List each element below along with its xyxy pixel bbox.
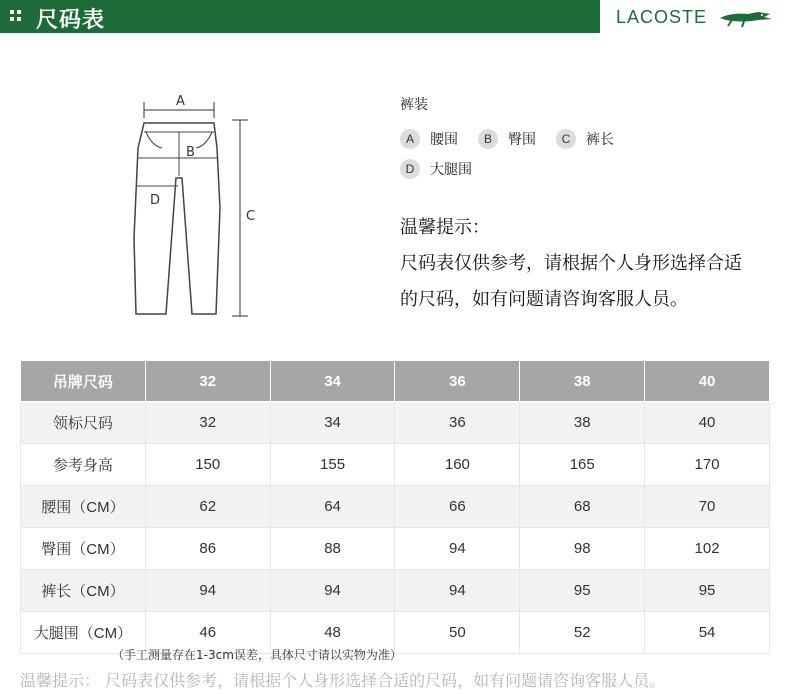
table-cell: 32 [145,402,270,444]
table-cell: 170 [645,444,770,486]
legend-label: 腰围 [430,132,458,148]
bottom-tip: 温馨提示： 尺码表仅供参考，请根据个人身形选择合适的尺码，如有问题请咨询客服人员。 [20,671,666,690]
header-bar [0,0,790,33]
table-cell: 38 [520,402,645,444]
table-cell: 34 [270,402,395,444]
brand-logo [600,0,790,33]
table-cell: 48 [270,612,395,654]
table-cell: 86 [145,528,270,570]
table-header-cell: 32 [145,361,270,402]
table-row [21,486,770,528]
legend-label: 臀围 [508,132,536,148]
tips-line: 尺码表仅供参考，请根据个人身形选择合适 [400,253,742,274]
table-cell: 150 [145,444,270,486]
table-header-cell: 34 [270,361,395,402]
legend-letter: A [400,129,420,149]
table-cell: 98 [520,528,645,570]
label-d: D [150,193,161,208]
table-header-cell: 40 [645,361,770,402]
legend-letter: C [556,129,576,149]
table-cell: 70 [645,486,770,528]
table-cell: 68 [520,486,645,528]
measurement-note: （手工测量存在1-3cm误差，具体尺寸请以实物为准） [112,648,402,662]
table-cell: 155 [270,444,395,486]
legend-label: 裤长 [586,132,614,148]
legend-item-waist [400,129,458,149]
table-cell: 腰围（CM） [21,486,146,528]
table-cell: 95 [645,570,770,612]
legend-row [400,154,634,184]
table-cell: 裤长（CM） [21,570,146,612]
table-cell: 62 [145,486,270,528]
table-cell: 54 [645,612,770,654]
table-cell: 94 [270,570,395,612]
crocodile-icon [718,6,774,28]
table-cell: 94 [395,570,520,612]
legend-item-thigh [400,159,472,179]
page-title: 尺码表 [36,8,106,33]
table-row [21,402,770,444]
table-row [21,444,770,486]
legend-title: 裤装 [400,97,428,113]
table-cell: 88 [270,528,395,570]
table-cell: 165 [520,444,645,486]
table-cell: 160 [395,444,520,486]
table-cell: 102 [645,528,770,570]
tips-line: 的尺码，如有问题请咨询客服人员。 [400,289,688,310]
table-cell: 36 [395,402,520,444]
table-header-cell: 吊牌尺码 [21,361,146,402]
table-cell: 臀围（CM） [21,528,146,570]
table-cell: 46 [145,612,270,654]
table-cell: 64 [270,486,395,528]
tips-block [400,210,742,318]
size-table [20,360,770,654]
table-cell: 95 [520,570,645,612]
legend-letter: B [478,129,498,149]
label-c: C [246,209,256,224]
table-cell: 40 [645,402,770,444]
table-cell: 大腿围（CM） [21,612,146,654]
table-header-row [21,361,770,402]
tips-heading: 温馨提示： [400,217,490,238]
legend-label: 大腿围 [430,162,472,178]
legend-row [400,124,634,154]
table-cell: 52 [520,612,645,654]
brand-name: LACOSTE [616,7,708,27]
grid-dots-icon [10,10,24,24]
pants-diagram [120,88,270,328]
legend-item-length [556,129,614,149]
legend-letter: D [400,159,420,179]
table-cell: 50 [395,612,520,654]
table-cell: 94 [145,570,270,612]
label-a: A [176,94,185,109]
table-cell: 领标尺码 [21,402,146,444]
table-row [21,528,770,570]
table-header-cell: 36 [395,361,520,402]
legend [400,94,634,184]
legend-item-hip [478,129,536,149]
table-cell: 参考身高 [21,444,146,486]
label-b: B [186,145,195,160]
table-row [21,570,770,612]
table-cell: 94 [395,528,520,570]
table-header-cell: 38 [520,361,645,402]
table-cell: 66 [395,486,520,528]
